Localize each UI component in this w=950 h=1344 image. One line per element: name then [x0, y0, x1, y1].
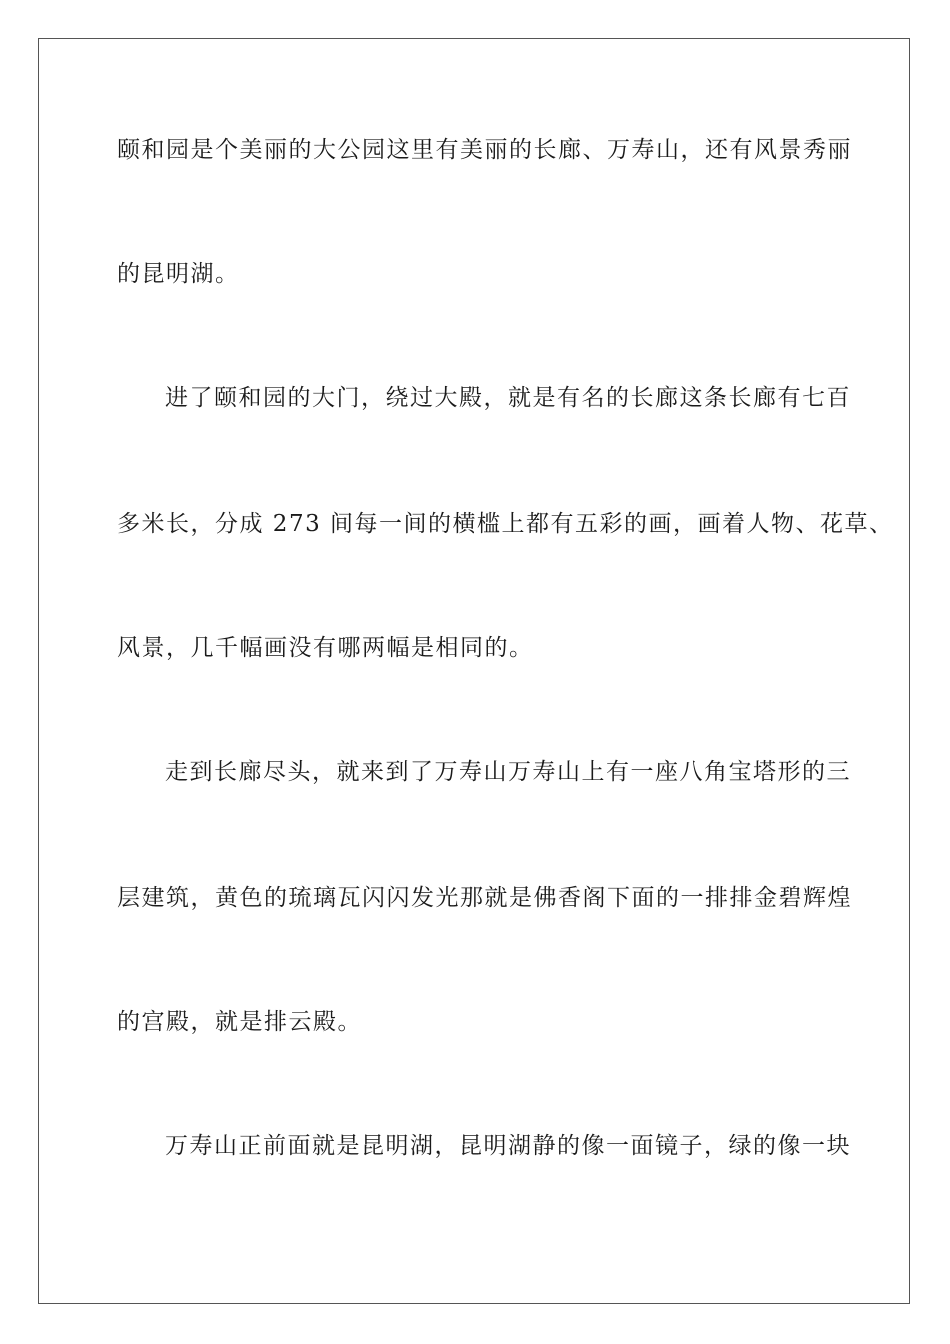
text-line-6: 走到长廊尽头，就来到了万寿山万寿山上有一座八角宝塔形的三 [165, 759, 851, 785]
text-line-1: 颐和园是个美丽的大公园这里有美丽的长廊、万寿山，还有风景秀丽 [117, 137, 852, 163]
text-line-8: 的宫殿，就是排云殿。 [117, 1009, 362, 1035]
text-line-2: 的昆明湖。 [117, 261, 240, 287]
text-line-4: 多米长，分成 273 间每一间的横槛上都有五彩的画，画着人物、花草、 [117, 511, 894, 537]
page-border [38, 38, 910, 1304]
text-line-9: 万寿山正前面就是昆明湖，昆明湖静的像一面镜子，绿的像一块 [165, 1133, 851, 1159]
text-line-7: 层建筑，黄色的琉璃瓦闪闪发光那就是佛香阁下面的一排排金碧辉煌 [117, 885, 852, 911]
text-line-3: 进了颐和园的大门，绕过大殿，就是有名的长廊这条长廊有七百 [165, 385, 851, 411]
text-line-5: 风景，几千幅画没有哪两幅是相同的。 [117, 635, 534, 661]
